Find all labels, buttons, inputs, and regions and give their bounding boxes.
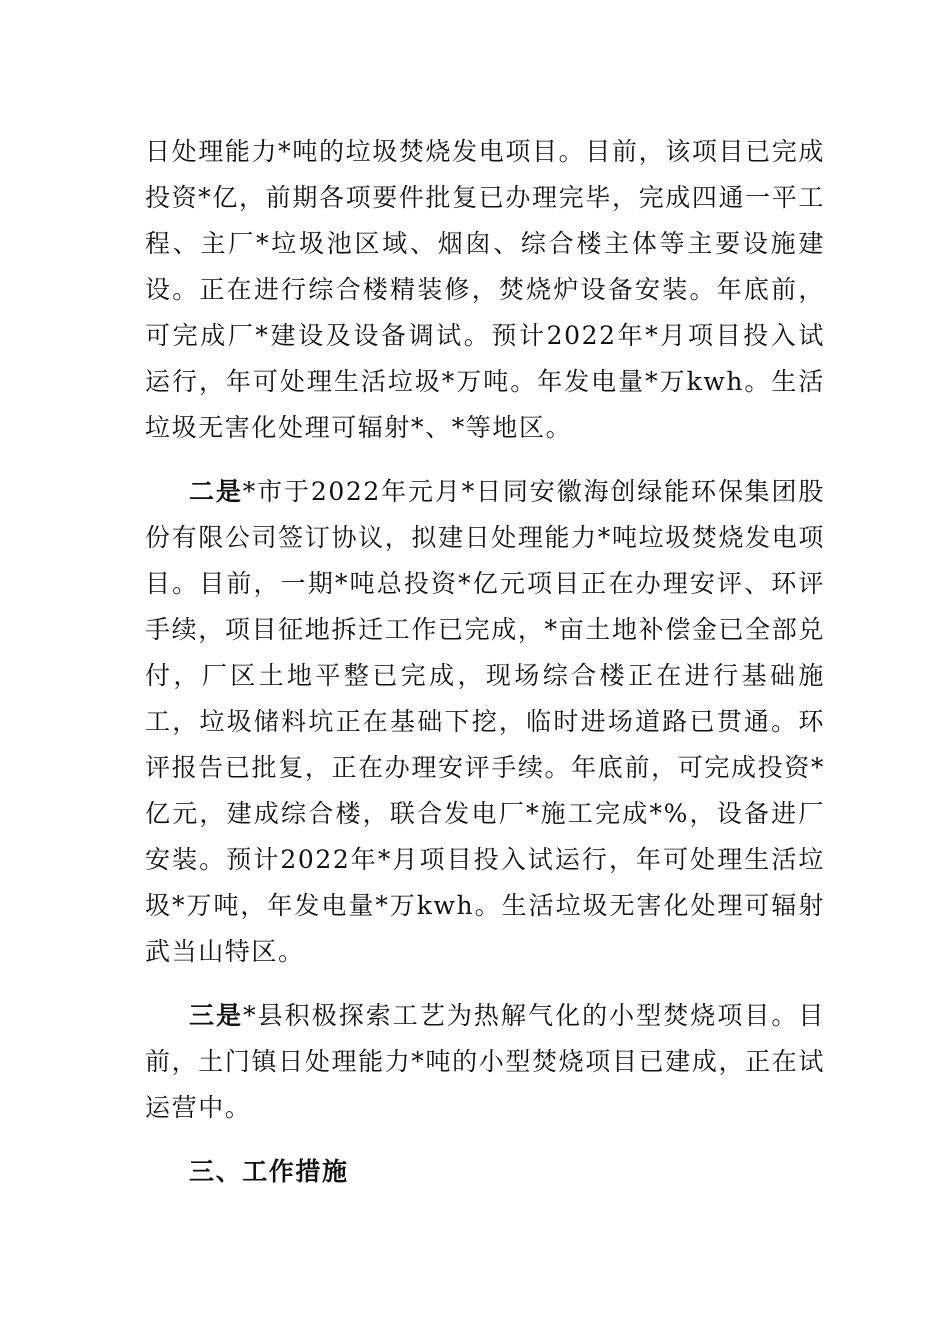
paragraph-2-lead: 二是 <box>189 477 243 506</box>
section-heading-work-measures: 三、工作措施 <box>189 1157 349 1186</box>
paragraph-project-2 <box>145 469 825 975</box>
paragraph-project-3 <box>145 993 825 1131</box>
paragraph-3-lead: 三是 <box>189 1001 244 1030</box>
document-body <box>145 129 825 1195</box>
paragraph-2-text: *市于2022年元月*日同安徽海创绿能环保集团股份有限公司签订协议，拟建日处理能力*吨垃圾焚烧发电项目。目前，一期*吨总投资*亿元项目正在办理安评、环评手续，项目征地拆迁工作已完成，*亩土地补偿金已全部兑付，厂区土地平整已完成，现场综合楼正在进行基础施工，垃圾储料坑正在基础下挖，临时进场道路已贯通。环评报告已批复，正在办理安评手续。年底前，可完成投资*亿元，建成综合楼，联合发电厂*施工完成*%，设备进厂安装。预计2022年*月项目投入试运行，年可处理生活垃圾*万吨，年发电量*万kwh。生活垃圾无害化处理可辐射武当山特区。 <box>145 477 826 966</box>
paragraph-project-1: 日处理能力*吨的垃圾焚烧发电项目。目前，该项目已完成投资*亿，前期各项要件批复已办理完毕，完成四通一平工程、主厂*垃圾池区域、烟囱、综合楼主体等主要设施建设。正在进行综合楼精装修，焚烧炉设备安装。年底前，可完成厂*建设及设备调试。预计2022年*月项目投入试运行，年可处理生活垃圾*万吨。年发电量*万kwh。生活垃圾无害化处理可辐射*、*等地区。 <box>145 137 825 442</box>
paragraph-3-text: *县积极探索工艺为热解气化的小型焚烧项目。目前，土门镇日处理能力*吨的小型焚烧项目已建成，正在试运营中。 <box>145 1001 825 1122</box>
